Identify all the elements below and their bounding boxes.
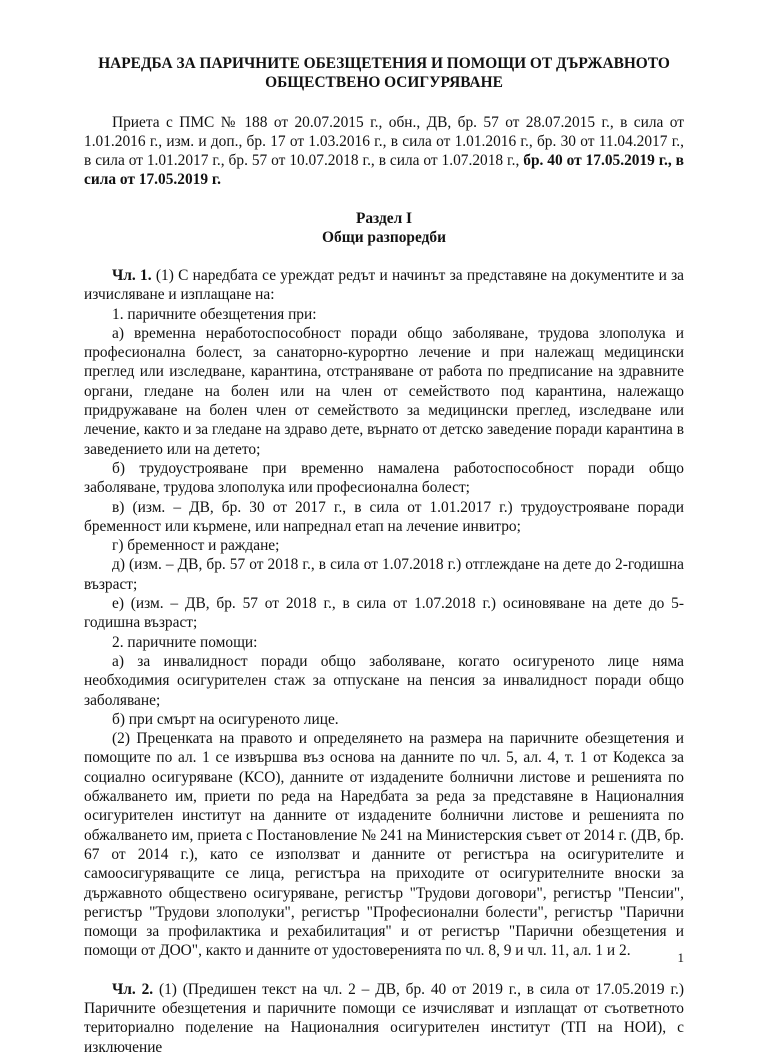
adoption-note-latest: бр. 40 от 17.05.2019 г., в сила от 17.05.2019 г. [84, 152, 684, 188]
article-1-paragraph: г) бременност и раждане; [112, 537, 280, 555]
article-1-paragraph: (2) Преценката на правото и определянето на размера на паричните обезщетения и помощите по ал. 1 се извършва въз основа на данните по чл. 5, ал. 4, т. 1 от Кодекса за социално осигуряване (КСО), данните от издадените болнични листове и решенията по обжалването им, приети по реда на Наредбата за реда за представяне в Националния осигурителен институт на данните от издадените болнични листове и решенията по обжалването им, приета с Постановление № 241 на Министерския съвет от 2014 г. (ДВ, бр. 67 от 2014 г.), като се използват и данните от регистъра на осигурителите и самоосигуряващите се лица, регистъра на приходите от осигурителните вноски за държавното обществено осигуряване, регистър "Трудови договори", регистър "Пенсии", регистър "Трудови злополуки", регистър "Професионални болести", регистър "Парични помощи за профилактика и рехабилитация" и от регистър "Парични обезщетения и помощи от ДОО", както и данните от удостоверенията по чл. 8, 9 и чл. 11, ал. 1 и 2. [84, 730, 684, 960]
section-heading [84, 209, 684, 247]
article-1-paragraph: а) за инвалидност поради общо заболяване, когато осигуреното лице няма необходимия осигурителен стаж за отпускане на пенсия за инвалидност поради общо заболяване; [84, 652, 684, 709]
article-1-paragraph: е) (изм. – ДВ, бр. 57 от 2018 г., в сила от 1.07.2018 г.) осиновяване на дете до 5-годишна възраст; [84, 595, 684, 632]
article-2 [84, 980, 684, 1057]
adoption-note-text: Приета с ПМС № 188 от 20.07.2015 г., обн., ДВ, бр. 57 от 28.07.2015 г., в сила от 1.01.2016 г., изм. и доп., бр. 17 от 1.03.2016 г., в сила от 1.01.2016 г., бр. 30 от 11.04.2017 г., в сила от 1.01.2017 г., бр. 57 от 10.07.2018 г., в сила от 1.07.2018 г., [84, 114, 684, 169]
document-title [84, 54, 684, 92]
article-1-paragraph: б) трудоустрояване при временно намалена работоспособност поради общо заболяване, трудова злополука или професионална болест; [84, 459, 684, 497]
adoption-note [84, 113, 684, 189]
article-1-paragraph: в) (изм. – ДВ, бр. 30 от 2017 г., в сила от 1.01.2017 г.) трудоустрояване поради бременност или кърмене, или напреднал етап на лечение инвитро; [84, 498, 684, 535]
article-2-paragraph [84, 980, 684, 1057]
section-name: Общи разпоредби [322, 229, 446, 246]
article-1-paragraph: 2. паричните помощи: [112, 633, 258, 651]
article-1-paragraph: д) (изм. – ДВ, бр. 57 от 2018 г., в сила от 1.07.2018 г.) отглеждане на дете до 2-годишна възраст; [84, 556, 684, 593]
article-1-paragraph: 1. паричните обезщетения при: [112, 305, 317, 323]
page-number: 1 [677, 950, 684, 965]
article-1-label: Чл. 1. [112, 267, 152, 284]
article-1-paragraph: б) при смърт на осигуреното лице. [112, 710, 339, 728]
section-number: Раздел I [355, 210, 413, 227]
title-line-2: ОБЩЕСТВЕНО ОСИГУРЯВАНЕ [265, 74, 503, 91]
article-1-text-0: (1) С наредбата се уреждат редът и начинът за представяне на документите и за изчисляване и изплащане на: [84, 267, 684, 304]
article-2-label: Чл. 2. [112, 980, 154, 998]
article-1 [84, 266, 684, 961]
article-1-paragraph: а) временна неработоспособност поради общо заболяване, трудова злополука и професионална болест, за санаторно-курортно лечение и при належащ медицински преглед или изследване, карантина, отстраняване от работа по предписание на здравните органи, гледане на болен или на член от семейството под карантина, належащо придружаване на болен член от семейството за медицински преглед, изследване или лечение, както и за гледане на здраво дете, върнато от детско заведение поради карантина в заведението или на детето; [84, 324, 684, 458]
article-1-paragraph [84, 266, 684, 305]
title-line-1: НАРЕДБА ЗА ПАРИЧНИТЕ ОБЕЗЩЕТЕНИЯ И ПОМОЩИ ОТ ДЪРЖАВНОТО [98, 55, 670, 72]
article-2-text: (1) (Предишен текст на чл. 2 – ДВ, бр. 40 от 2019 г., в сила от 17.05.2019 г.) Паричните обезщетения и паричните помощи се изчисляват и изплащат от съответното териториално поделение на Националния осигурителен институт (ТП на НОИ), с изключение [84, 980, 684, 1056]
